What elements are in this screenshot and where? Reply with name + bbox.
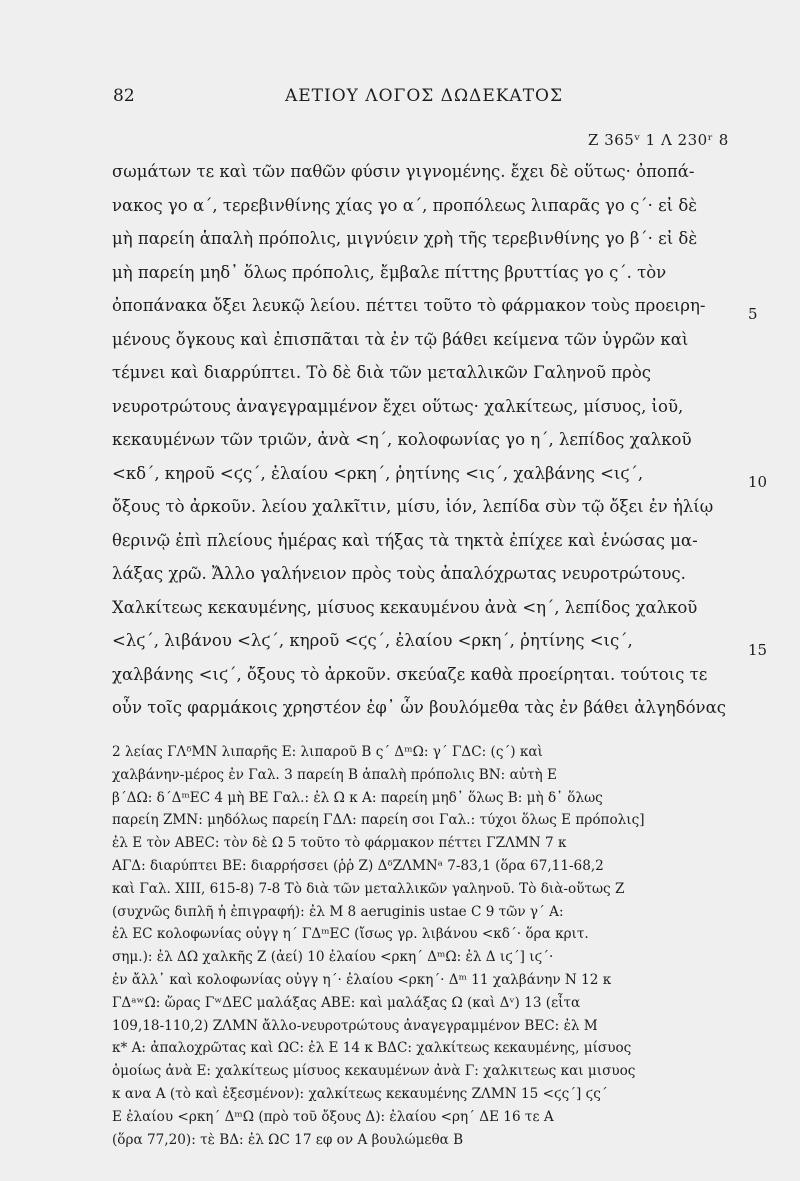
apparatus-line: ὁμοίως ἀνὰ Ε: χαλκίτεως μίσυος κεκαυμένων ἀνὰ Γ: χαλκιτεως και μισυος — [112, 1063, 636, 1080]
apparatus-line: β΄ΔΩ: δ΄ΔᵐEC 4 μὴ ΒΕ Γαλ.: ἐλ Ω κ Α: παρείη μηδ᾽ ὅλως Β: μὴ δ᾽ ὅλως — [112, 789, 603, 806]
line-number-marker: 10 — [748, 473, 768, 491]
apparatus-line: κ ανα Α (τὸ καὶ ἐξεσμένον): χαλκίτεως κεκαυμένης ΖΛΜΝ 15 <ϛς΄] ϛς΄ — [112, 1085, 608, 1102]
apparatus-line: 2 λείας ΓΛᵟΜΝ λιπαρῆς Ε: λιπαροῦ Β ς΄ ΔᵐΩ: γ΄ ΓΔC: (ς΄) καὶ — [112, 744, 543, 760]
page-header — [0, 86, 800, 110]
text-line: νευροτρώτους ἀναγεγραμμένον ἔχει οὕτως· χαλκίτεως, μίσυος, ἰοῦ, — [112, 396, 684, 416]
text-line: Χαλκίτεως κεκαυμένης, μίσυος κεκαυμένου ἀνὰ <η΄, λεπίδος χαλκοῦ — [112, 597, 698, 617]
line-number-marker: 15 — [748, 641, 768, 659]
apparatus-line: (ὅρα 77,20): τὲ ΒΔ: ἐλ ΩC 17 εφ ον Α βουλώμεθα Β — [112, 1131, 464, 1148]
apparatus-line: καὶ Γαλ. XIII, 615-8) 7-8 Τὸ διὰ τῶν μεταλλικῶν γαληνοῦ. Τὸ διὰ-οὕτως Ζ — [112, 880, 625, 897]
manuscript-references: Z 365ᵛ 1 Λ 230ʳ 8 — [588, 131, 729, 149]
text-line: τέμνει καὶ διαρρύπτει. Τὸ δὲ διὰ τῶν μεταλλικῶν Γαληνοῦ πρὸς — [112, 363, 652, 382]
text-line: χαλβάνης <ιϛ΄, ὄξους τὸ ἀρκοῦν. σκεύαζε καθὰ προείρηται. τούτοις τε — [112, 664, 708, 684]
text-line: λάξας χρῶ. Ἄλλο γαλήνειον πρὸς τοὺς ἀπαλόχρωτας νευροτρώτους. — [112, 564, 686, 583]
text-line: θερινῷ ἐπὶ πλείους ἡμέρας καὶ τήξας τὰ τηκτὰ ἐπίχεε καὶ ἑνώσας μα- — [112, 530, 698, 550]
running-title: ΑΕΤΙΟΥ ΛΟΓΟΣ ΔΩΔΕΚΑΤΟΣ — [285, 86, 564, 106]
text-line: μὴ παρείη ἁπαλὴ πρόπολις, μιγνύειν χρὴ τῆς τερεβινθίνης γο β΄· εἰ δὲ — [112, 229, 698, 248]
page-number: 82 — [113, 86, 135, 106]
apparatus-line: ΓΔᵃʷΩ: ὥρας ΓʷΔEC μαλάξας ΑΒΕ: καὶ μαλάξας Ω (καὶ Δᵛ) 13 (εἶτα — [112, 994, 581, 1011]
apparatus-line: χαλβάνην-μέρος ἐν Γαλ. 3 παρείη Β ἁπαλὴ πρόπολις ΒΝ: αὐτὴ Ε — [112, 766, 557, 783]
text-line: οὖν τοῖς φαρμάκοις χρηστέον ἐφ᾽ ὧν βουλόμεθα τὰς ἐν βάθει ἀλγηδόνας — [112, 698, 726, 717]
apparatus-line: ἐλ Ε τὸν ΑΒΕC: τὸν δὲ Ω 5 τοῦτο τὸ φάρμακον πέττει ΓΖΛΜΝ 7 κ — [112, 835, 567, 852]
critical-apparatus — [112, 741, 744, 1151]
text-line: <κδ΄, κηροῦ <ϛς΄, ἐλαίου <ρκη΄, ῥητίνης <ις΄, χαλβάνης <ιϛ΄, — [112, 463, 644, 483]
text-line: μένους ὄγκους καὶ ἐπισπᾶται τὰ ἐν τῷ βάθει κείμενα τῶν ὑγρῶν καὶ — [112, 329, 689, 349]
text-line: <λϛ΄, λιβάνου <λϛ΄, κηροῦ <ϛς΄, ἐλαίου <ρκη΄, ῥητίνης <ις΄, — [112, 631, 633, 650]
main-text — [112, 155, 738, 725]
apparatus-line: παρείη ΖΜΝ: μηδόλως παρείη ΓΔΛ: παρείη σοι Γαλ.: τύχοι ὅλως Ε πρόπολις] — [112, 812, 645, 829]
line-number-marker: 5 — [748, 305, 758, 323]
text-line: κεκαυμένων τῶν τριῶν, ἀνὰ <η΄, κολοφωνίας γο η΄, λεπίδος χαλκοῦ — [112, 430, 692, 449]
apparatus-line: κ* Α: ἀπαλοχρῶτας καὶ ΩC: ἐλ Ε 14 κ ΒΔC: χαλκίτεως κεκαυμένης, μίσυος — [112, 1040, 632, 1057]
text-line: σωμάτων τε καὶ τῶν παθῶν φύσιν γιγνομένης. ἔχει δὲ οὕτως· ὀποπά- — [112, 162, 695, 181]
apparatus-line: σημ.): ἐλ ΔΩ χαλκῆς Ζ (ἀεί) 10 ἐλαίου <ρκη΄ ΔᵐΩ: ἐλ Δ ιϛ΄] ιϛ΄· — [112, 949, 554, 966]
text-line: ὄξους τὸ ἀρκοῦν. λείου χαλκῖτιν, μίσυ, ἰόν, λεπίδα σὺν τῷ ὄξει ἐν ἡλίῳ — [112, 497, 714, 516]
text-line: μὴ παρείη μηδ᾽ ὅλως πρόπολις, ἔμβαλε πίττης βρυττίας γο ς΄. τὸν — [112, 262, 667, 282]
apparatus-line: (συχνῶς διπλῆ ἡ ἐπιγραφή): ἐλ Μ 8 aeruginis ustae C 9 τῶν γ΄ Α: — [112, 903, 564, 920]
apparatus-line: ἐν ἄλλ᾽ καὶ κολοφωνίας οὐγγ η΄· ἐλαίου <ρκη΄· Δᵐ 11 χαλβάνην Ν 12 κ — [112, 971, 612, 988]
text-line: ὀποπάνακα ὄξει λευκῷ λείου. πέττει τοῦτο τὸ φάρμακον τοὺς προειρη- — [112, 296, 706, 315]
text-line: νακος γο α΄, τερεβινθίνης χίας γο α΄, προπόλεως λιπαρᾶς γο ς΄· εἰ δὲ — [112, 195, 698, 215]
apparatus-line: ΑΓΔ: διαρύπτει ΒΕ: διαρρήσσει (ῥῥ Ζ) ΔᵟΖΛΜΝᵃ 7-83,1 (ὅρα 67,11-68,2 — [112, 857, 604, 874]
apparatus-line: Ε ἐλαίου <ρκη΄ ΔᵐΩ (πρὸ τοῦ ὄξους Δ): ἐλαίου <ρη΄ ΔΕ 16 τε Α — [112, 1108, 554, 1125]
apparatus-line: ἐλ EC κολοφωνίας οὐγγ η΄ ΓΔᵐEC (ἴσως γρ. λιβάνου <κδ΄· ὅρα κριτ. — [112, 926, 589, 943]
apparatus-line: 109,18-110,2) ΖΛΜΝ ἄλλο-νευροτρώτους ἀναγεγραμμένον ΒΕC: ἐλ Μ — [112, 1017, 598, 1034]
